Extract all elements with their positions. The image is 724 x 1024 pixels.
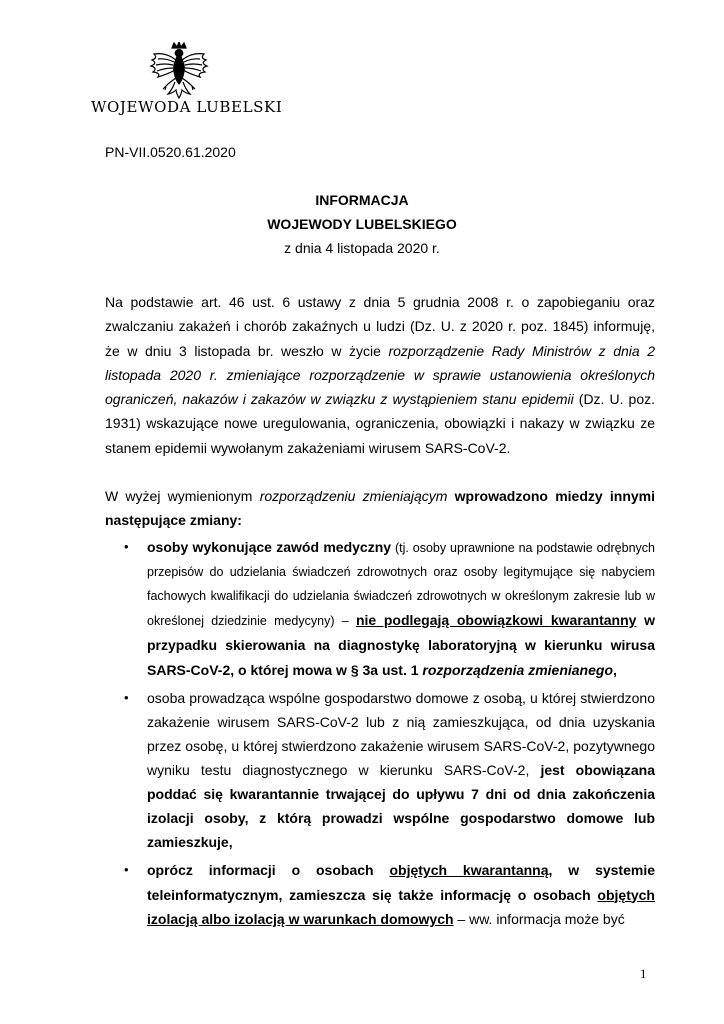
intro-paragraph <box>105 290 655 460</box>
quarantine-exemption: nie podlegają obowiązkowi kwarantanny <box>355 612 637 628</box>
list-item: • osoby wykonujące zawód medyczny (tj. osoby uprawnione na podstawie odrębnych przepisów do udzielania świadczeń zdrowotnych oraz osoby legitymujące się nabyciem fachowych kwalifikacji do udzielania świadczeń zdrowotnych w określonym zakresie lub w określonej dziedzinie medycyny) – nie podlegają obowiązkowi kwarantanny w przypadku skierowania na diagnostykę laboratoryjną w kierunku wirusa SARS-CoV-2, o której mowa w § 3a ust. 1 rozporządzenia zmienianego, <box>122 535 655 683</box>
document-date: z dnia 4 listopada 2020 r. <box>284 240 440 256</box>
quarantine-term: objętych kwarantanną <box>389 862 549 878</box>
diagnostics-condition: w przypadku skierowania na diagnostykę laboratoryjną w kierunku wirusa SARS-CoV-2, o której mowa w § 3a ust. 1 <box>147 612 656 678</box>
amending-regulation-reference: rozporządzeniu zmieniającym <box>259 488 448 504</box>
list-item <box>122 686 655 854</box>
changes-intro-text: W wyżej wymienionym <box>105 488 260 504</box>
household-quarantine-obligation: jest obowiązana poddać się kwarantannie trwającej do upływu 7 dni od dnia zakończenia izolacji osoby, z którą prowadzi wspólne gospodarstwo domowe lub zamieszkuje, <box>147 762 656 850</box>
bullet-icon: • <box>124 539 129 554</box>
polish-eagle-emblem <box>146 42 212 102</box>
isolation-term: objętych izolacją albo izolacją w warunkach domowych <box>147 886 655 927</box>
regulation-reference: rozporządzenie Rady Ministrów z dnia 2 listopada 2020 r. zmieniające rozporządzenie w sprawie ustanowienia określonych ograniczeń, nakazów i zakazów w związku z wystąpieniem stanu epidemii <box>105 342 655 408</box>
changes-intro-emphasis: wprowadzono miedzy innymi następujące zmiany: <box>105 488 655 528</box>
amended-regulation-reference: rozporządzenia zmienianego <box>422 662 613 678</box>
bullet-icon: • <box>124 690 129 705</box>
medical-professionals-definition: (tj. osoby uprawnione na podstawie odrębnych przepisów do udzielania świadczeń zdrowotnych oraz osoby legitymujące się nabyciem fachowych kwalifikacji do udzielania świadczeń zdrowotnych w określonym zakresie lub w określonej dziedzinie medycyny) – <box>147 541 655 628</box>
system-info-text: oprócz informacji o osobach <box>147 862 390 878</box>
bullet-icon: • <box>124 862 129 877</box>
intro-text-continued: (Dz. U. poz. 1931) wskazujące nowe uregulowania, ograniczenia, obowiązki i nakazy w związku ze stanem epidemii wywołanym zakażeniami wirusem SARS-CoV-2. <box>105 391 655 456</box>
system-info-text-tail: – ww. informacja może być <box>453 911 625 927</box>
document-issuer: WOJEWODY LUBELSKIEGO <box>267 216 457 232</box>
page-number: 1 <box>640 966 647 981</box>
changes-intro-paragraph <box>105 484 655 532</box>
changes-list <box>122 535 655 932</box>
document-reference-number: PN-VII.0520.61.2020 <box>105 144 236 160</box>
system-info-text-continued: , w systemie teleinformatycznym, zamieszcza się także informację o osobach <box>147 862 656 903</box>
document-title: INFORMACJA <box>315 192 409 208</box>
intro-text: Na podstawie art. 46 ust. 6 ustawy z dnia 5 grudnia 2008 r. o zapobieganiu oraz zwalczaniu zakażeń i chorób zakaźnych u ludzi (Dz. U. z 2020 r. poz. 1845) informuję, że w dniu 3 listopada br. weszło w życie <box>105 294 655 359</box>
list-item <box>122 858 655 932</box>
institution-name: WOJEWODA LUBELSKI <box>91 98 283 116</box>
medical-professionals-term: osoby wykonujące zawód medyczny <box>147 539 392 555</box>
household-member-text: osoba prowadząca wspólne gospodarstwo domowe z osobą, u której stwierdzono zakażenie wirusem SARS-CoV-2 lub z nią zamieszkująca, od dnia uzyskania przez osobę, u której stwierdzono zakażenie wirusem SARS-CoV-2, pozytywnego wyniku testu diagnostycznego w kierunku SARS-CoV-2, <box>147 690 655 778</box>
